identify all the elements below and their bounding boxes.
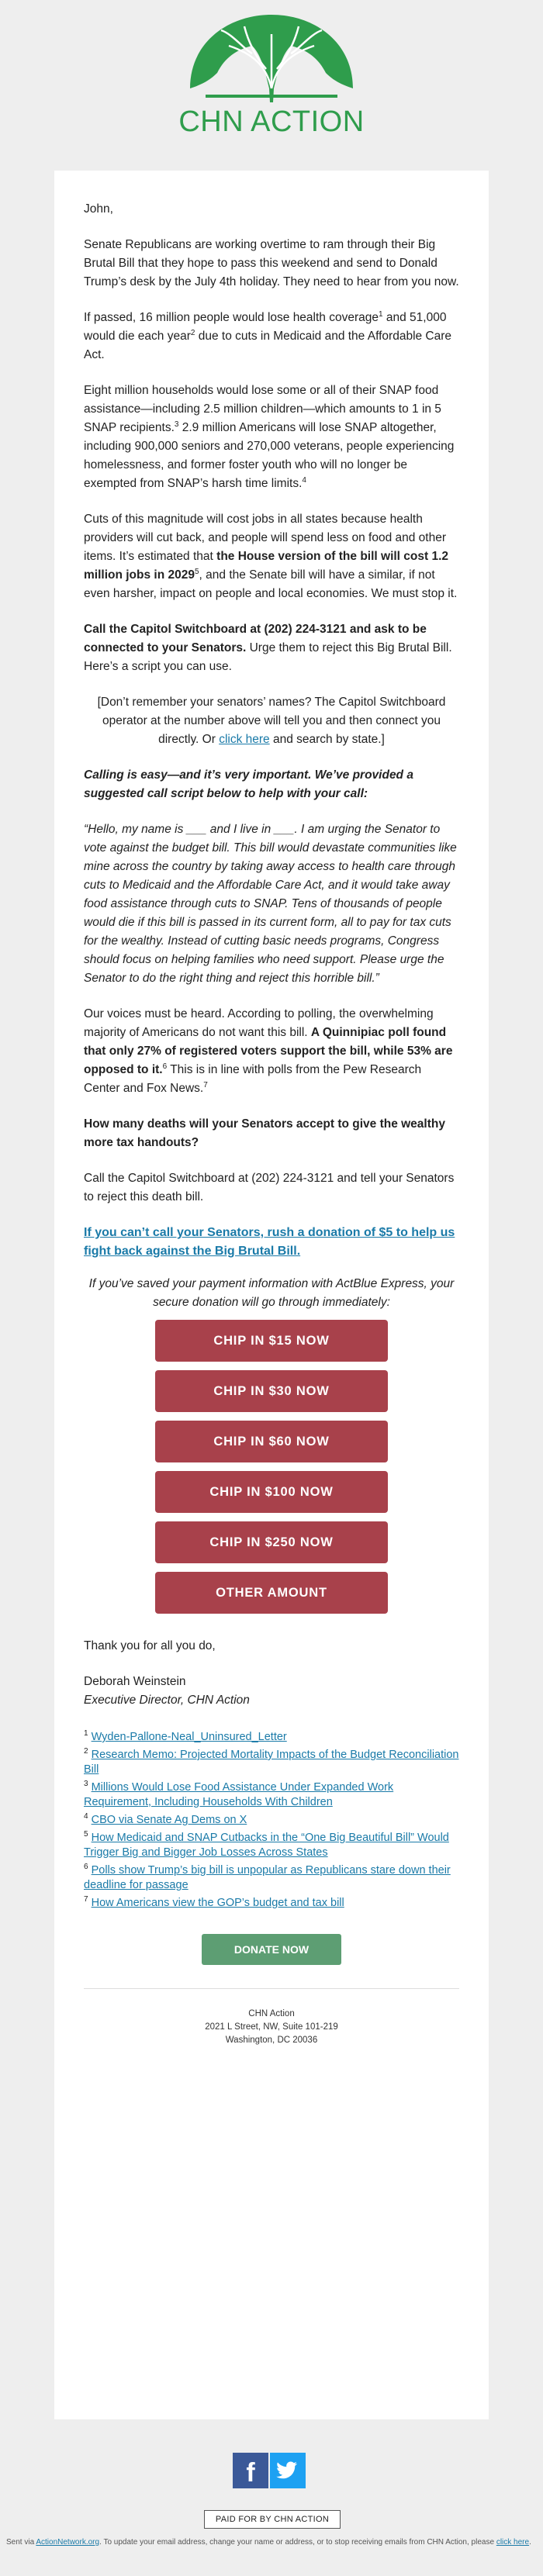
actblue-note: If you’ve saved your payment information with ActBlue Express, your secure donation will go through immediately: <box>88 1277 455 1309</box>
paragraph-call-again: Call the Capitol Switchboard at (202) 224-3121 and tell your Senators to reject this death bill. <box>84 1172 455 1203</box>
footnote-link[interactable]: CBO via Senate Ag Dems on X <box>91 1814 247 1826</box>
divider <box>84 1988 459 1989</box>
address-line: Washington, DC 20036 <box>225 2036 318 2045</box>
tree-logo-icon <box>175 11 368 104</box>
paragraph-call-switchboard: Call the Capitol Switchboard at (202) 224-3121 and ask to be connected to your Senators. Urge them to reject this Big Brutal Bill. Here’s a script you can use. <box>84 623 452 673</box>
address-line: 2021 L Street, NW, Suite 101-219 <box>205 2022 338 2032</box>
footnote-link[interactable]: Millions Would Lose Food Assistance Under Expanded Work Requirement, Including Households With Children <box>84 1781 394 1808</box>
signer-title: Executive Director, CHN Action <box>84 1694 250 1707</box>
donate-5-link[interactable]: If you can’t call your Senators, rush a donation of $5 to help us fight back against the Big Brutal Bill. <box>84 1226 455 1258</box>
chip-in-buttons <box>84 1320 459 1614</box>
paragraph-question: How many deaths will your Senators accept to give the wealthy more tax handouts? <box>84 1117 445 1149</box>
footnote: $^2$ Research Memo: Projected Mortality Impacts of the Budget Reconciliation Bill <box>84 1747 459 1776</box>
footnote: $^6$ Polls show Trump’s big bill is unpopular as Republicans stare down their deadline for passage <box>84 1863 451 1891</box>
paragraph-senator-lookup: [Don’t remember your senators’ names? The Capitol Switchboard operator at the number above will tell you and then connect you directly. Or click here and search by state.] <box>97 696 446 746</box>
footnote: $^4$ CBO via Senate Ag Dems on X <box>84 1812 247 1826</box>
paragraph-snap: Eight million households would lose some or all of their SNAP food assistance—including 2.5 million children—which amounts to 1 in 5 SNAP recipients.$^3$ 2.9 million Americans will lose SNAP altogether, including 900,000 seniors and 270,000 veterans, people experiencing homelessness, and former foster youth who will no longer be exempted from SNAP’s harsh time limits.$^4$ <box>84 384 455 490</box>
call-script: “Hello, my name is ___ and I live in ___. I am urging the Senator to vote against the budget bill. This bill would devastate communities like mine across the country by taking away access to health care through cuts to Medicaid and the Affordable Care Act, and it would take away food assistance through cuts to SNAP. Tens of thousands of people would die if this bill is passed in its current form, all to pay for tax cuts for the wealthy. Instead of cutting basic needs programs, Congress should focus on helping families who need support. Please urge the Senator to do the right thing and reject this horrible bill.” <box>84 823 457 985</box>
email-header <box>0 0 543 155</box>
footnote-link[interactable]: Wyden-Pallone-Neal_Uninsured_Letter <box>91 1731 287 1743</box>
facebook-icon[interactable]: f <box>233 2453 268 2488</box>
chip-in-15-button[interactable]: CHIP IN $15 NOW <box>155 1320 388 1362</box>
footnote: $^7$ How Americans view the GOP’s budget and tax bill <box>84 1895 344 1909</box>
paid-for-disclaimer: PAID FOR BY CHN ACTION <box>204 2510 341 2529</box>
chip-in-30-button[interactable]: CHIP IN $30 NOW <box>155 1370 388 1412</box>
footnote-link[interactable]: Research Memo: Projected Mortality Impacts of the Budget Reconciliation Bill <box>84 1749 459 1776</box>
signoff: Thank you for all you do, <box>84 1639 216 1652</box>
paragraph-health-coverage: If passed, 16 million people would lose health coverage$^1$ and 51,000 would die each year$^2$ due to cuts in Medicaid and the Affordable Care Act. <box>84 309 452 361</box>
email-card <box>54 171 489 2419</box>
unsubscribe-link[interactable]: click here <box>496 2538 530 2547</box>
signer-name: Deborah Weinstein <box>84 1675 186 1688</box>
mailing-address <box>84 2008 459 2047</box>
paragraph-jobs: Cuts of this magnitude will cost jobs in all states because health providers will cut back, and people will spend less on food and other items. It’s estimated that the House version of the bill will cost 1.2 million jobs in 2029$^5$, and the Senate bill will have a similar, if not even harsher, impact on people and local economies. We must stop it. <box>84 513 458 600</box>
footnote: $^1$ Wyden-Pallone-Neal_Uninsured_Letter <box>84 1729 287 1743</box>
org-name: CHN ACTION <box>178 105 365 138</box>
signature <box>84 1673 459 1710</box>
senator-lookup-link[interactable]: click here <box>219 733 270 746</box>
footnotes <box>84 1730 459 1911</box>
chip-in-100-button[interactable]: CHIP IN $100 NOW <box>155 1471 388 1513</box>
footnote-link[interactable]: Polls show Trump’s big bill is unpopular as Republicans stare down their deadline for passage <box>84 1864 451 1891</box>
social-links <box>233 2453 310 2493</box>
actionnetwork-link[interactable]: ActionNetwork.org <box>36 2538 100 2547</box>
footnote-link[interactable]: How Americans view the GOP’s budget and tax bill <box>91 1897 344 1909</box>
paragraph-call-easy: Calling is easy—and it’s very important. We’ve provided a suggested call script below to help with your call: <box>84 768 413 800</box>
chip-in-250-button[interactable]: CHIP IN $250 NOW <box>155 1521 388 1563</box>
email-footer: Sent via ActionNetwork.org. To update your email address, change your name or address, or to stop receiving emails from CHN Action, please click here. <box>6 2538 531 2547</box>
address-line: CHN Action <box>248 2009 295 2018</box>
other-amount-button[interactable]: OTHER AMOUNT <box>155 1572 388 1614</box>
donate-now-button[interactable]: DONATE NOW <box>202 1934 341 1965</box>
paragraph-intro: Senate Republicans are working overtime to ram through their Big Brutal Bill that they hope to pass this weekend and send to Donald Trump’s desk by the July 4th holiday. They need to hear from you now. <box>84 238 459 288</box>
greeting: John, <box>84 202 113 216</box>
twitter-icon[interactable] <box>270 2453 306 2488</box>
footnote-link[interactable]: How Medicaid and SNAP Cutbacks in the “One Big Beautiful Bill” Would Trigger Big and Bigger Job Losses Across States <box>84 1832 449 1859</box>
paragraph-polling: Our voices must be heard. According to polling, the overwhelming majority of Americans do not want this bill. A Quinnipiac poll found that only 27% of registered voters support the bill, while 53% are opposed to it.$^6$ This is in line with polls from the Pew Research Center and Fox News.$^7$ <box>84 1007 453 1095</box>
footnote: $^3$ Millions Would Lose Food Assistance Under Expanded Work Requirement, Including Households With Children <box>84 1780 394 1808</box>
footnote: $^5$ How Medicaid and SNAP Cutbacks in the “One Big Beautiful Bill” Would Trigger Big and Bigger Job Losses Across States <box>84 1830 449 1859</box>
chip-in-60-button[interactable]: CHIP IN $60 NOW <box>155 1421 388 1462</box>
